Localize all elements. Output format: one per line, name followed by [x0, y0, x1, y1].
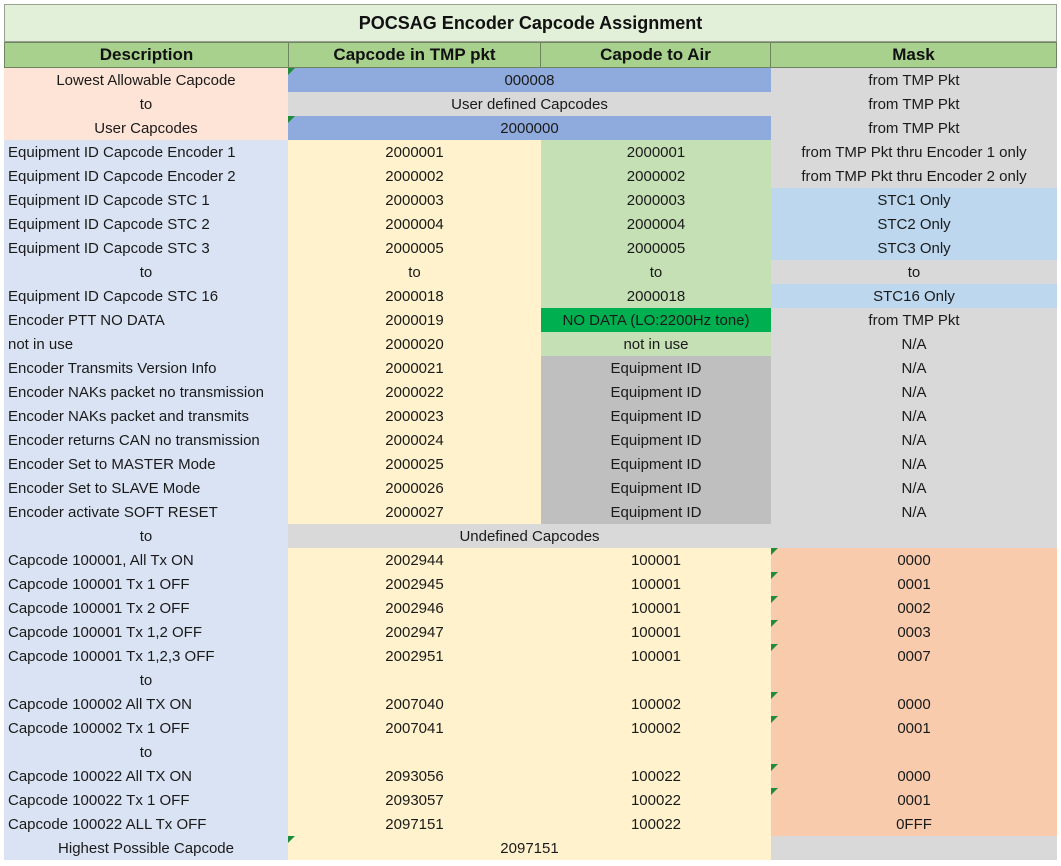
row-mask-cell[interactable]	[771, 788, 1057, 812]
row-air-capcode-cell[interactable]	[541, 404, 771, 428]
row-tmp-capcode-cell-text: 2000026	[385, 479, 444, 497]
row-tmp-capcode-cell[interactable]	[288, 788, 541, 812]
row-tmp-capcode-cell[interactable]	[288, 620, 541, 644]
row-tmp-capcode-cell-text: 2000020	[385, 335, 444, 353]
row-air-capcode-cell[interactable]	[541, 356, 771, 380]
row-tmp-capcode-cell[interactable]	[288, 716, 541, 740]
row-air-capcode-cell-text: 2000001	[626, 143, 686, 161]
row-tmp-capcode-cell-text: to	[408, 263, 421, 281]
row-tmp-capcode-cell[interactable]	[288, 548, 541, 572]
row-merged-capcode-cell[interactable]	[288, 836, 771, 860]
row-merged-capcode-cell-text: Undefined Capcodes	[459, 527, 600, 545]
row-air-capcode-cell[interactable]	[541, 692, 771, 716]
row-air-capcode-cell[interactable]	[541, 596, 771, 620]
row-air-capcode-cell[interactable]	[541, 668, 771, 692]
row-merged-capcode-cell-text: 000008	[504, 71, 555, 89]
row-mask-cell-text: N/A	[901, 335, 927, 353]
row-air-capcode-cell-text: 2000002	[626, 167, 686, 185]
row-tmp-capcode-cell-text: 2097151	[385, 815, 444, 833]
row-air-capcode-cell-text: 100001	[630, 647, 682, 665]
row-description-cell-text: Capcode 100002 All TX ON	[8, 695, 193, 713]
row-tmp-capcode-cell[interactable]	[288, 500, 541, 524]
row-mask-cell-text: to	[907, 263, 921, 281]
comment-indicator-icon	[771, 692, 778, 699]
row-tmp-capcode-cell-text: 2000022	[385, 383, 444, 401]
row-air-capcode-cell-text: 100022	[630, 815, 682, 833]
row-mask-cell-text: 0001	[897, 719, 931, 737]
row-mask-cell[interactable]	[771, 692, 1057, 716]
row-description-cell[interactable]	[4, 356, 288, 380]
row-mask-cell[interactable]	[771, 236, 1057, 260]
row-description-cell[interactable]	[4, 836, 288, 860]
row-tmp-capcode-cell[interactable]	[288, 260, 541, 284]
row-merged-capcode-cell-text: User defined Capcodes	[451, 95, 608, 113]
row-mask-cell[interactable]	[771, 260, 1057, 284]
row-mask-cell[interactable]	[771, 644, 1057, 668]
row-tmp-capcode-cell[interactable]	[288, 404, 541, 428]
row-air-capcode-cell[interactable]	[541, 188, 771, 212]
row-description-cell[interactable]	[4, 308, 288, 332]
row-air-capcode-cell[interactable]	[541, 500, 771, 524]
row-air-capcode-cell[interactable]	[541, 428, 771, 452]
row-tmp-capcode-cell[interactable]	[288, 428, 541, 452]
row-description-cell[interactable]	[4, 164, 288, 188]
row-tmp-capcode-cell-text: 2000019	[385, 311, 444, 329]
row-tmp-capcode-cell[interactable]	[288, 140, 541, 164]
row-air-capcode-cell-text: Equipment ID	[610, 503, 702, 521]
row-description-cell-text: Capcode 100022 Tx 1 OFF	[8, 791, 190, 809]
row-mask-cell-text: N/A	[901, 407, 927, 425]
row-description-cell[interactable]	[4, 524, 288, 548]
row-air-capcode-cell-text: 100002	[630, 695, 682, 713]
row-mask-cell-text: 0FFF	[896, 815, 932, 833]
row-merged-capcode-cell-text: 2097151	[500, 839, 559, 857]
row-description-cell[interactable]	[4, 788, 288, 812]
row-description-cell-text: Equipment ID Capcode STC 2	[8, 215, 210, 233]
row-description-cell[interactable]	[4, 380, 288, 404]
row-description-cell-text: Encoder activate SOFT RESET	[8, 503, 218, 521]
row-tmp-capcode-cell-text: 2000021	[385, 359, 444, 377]
row-tmp-capcode-cell-text: 2002944	[385, 551, 444, 569]
row-tmp-capcode-cell-text: 2000025	[385, 455, 444, 473]
row-mask-cell-text: N/A	[901, 431, 927, 449]
row-air-capcode-cell[interactable]	[541, 740, 771, 764]
row-air-capcode-cell-text: 100001	[630, 551, 682, 569]
row-tmp-capcode-cell[interactable]	[288, 476, 541, 500]
row-description-cell-text: Capcode 100001, All Tx ON	[8, 551, 194, 569]
row-air-capcode-cell-text: 100022	[630, 767, 682, 785]
row-mask-cell-text: N/A	[901, 383, 927, 401]
row-air-capcode-cell[interactable]	[541, 716, 771, 740]
row-description-cell-text: Equipment ID Capcode Encoder 1	[8, 143, 236, 161]
row-tmp-capcode-cell[interactable]	[288, 692, 541, 716]
row-tmp-capcode-cell[interactable]	[288, 644, 541, 668]
row-description-cell-text: Equipment ID Capcode STC 1	[8, 191, 210, 209]
row-description-cell[interactable]	[4, 260, 288, 284]
row-description-cell-text: Capcode 100001 Tx 2 OFF	[8, 599, 190, 617]
row-description-cell[interactable]	[4, 116, 288, 140]
row-tmp-capcode-cell[interactable]	[288, 596, 541, 620]
row-mask-cell-text: from TMP Pkt thru Encoder 2 only	[801, 167, 1027, 185]
row-mask-cell-text: STC16 Only	[873, 287, 955, 305]
row-air-capcode-cell[interactable]	[541, 332, 771, 356]
row-tmp-capcode-cell-text: 2000004	[385, 215, 444, 233]
row-mask-cell-text: from TMP Pkt	[868, 95, 960, 113]
row-tmp-capcode-cell-text: 2002946	[385, 599, 444, 617]
row-mask-cell-text: from TMP Pkt	[868, 71, 960, 89]
row-description-cell-text: to	[139, 743, 153, 761]
row-description-cell[interactable]	[4, 740, 288, 764]
row-mask-cell[interactable]	[771, 716, 1057, 740]
row-description-cell-text: Capcode 100001 Tx 1 OFF	[8, 575, 190, 593]
row-description-cell-text: Equipment ID Capcode Encoder 2	[8, 167, 236, 185]
comment-indicator-icon	[771, 788, 778, 795]
row-mask-cell[interactable]	[771, 524, 1057, 548]
row-tmp-capcode-cell-text: 2007041	[385, 719, 444, 737]
row-description-cell[interactable]	[4, 716, 288, 740]
row-mask-cell-text: N/A	[901, 359, 927, 377]
row-tmp-capcode-cell-text: 2002951	[385, 647, 444, 665]
row-mask-cell-text: 0001	[897, 791, 931, 809]
row-tmp-capcode-cell-text: 2007040	[385, 695, 444, 713]
row-merged-capcode-cell[interactable]	[288, 92, 771, 116]
row-mask-cell[interactable]	[771, 140, 1057, 164]
comment-indicator-icon	[771, 764, 778, 771]
row-mask-cell-text: 0000	[897, 767, 931, 785]
row-tmp-capcode-cell[interactable]	[288, 308, 541, 332]
header-capcode-tmp[interactable]: Capcode in TMP pkt	[288, 42, 541, 68]
row-mask-cell-text: from TMP Pkt thru Encoder 1 only	[801, 143, 1027, 161]
row-mask-cell-text: 0002	[897, 599, 931, 617]
row-description-cell[interactable]	[4, 212, 288, 236]
row-description-cell-text: to	[139, 263, 153, 281]
row-description-cell-text: not in use	[8, 335, 74, 353]
row-air-capcode-cell[interactable]	[541, 548, 771, 572]
comment-indicator-icon	[771, 620, 778, 627]
row-mask-cell[interactable]	[771, 500, 1057, 524]
row-merged-capcode-cell[interactable]	[288, 68, 771, 92]
row-mask-cell[interactable]	[771, 596, 1057, 620]
row-description-cell-text: to	[139, 95, 153, 113]
row-mask-cell[interactable]	[771, 740, 1057, 764]
row-mask-cell[interactable]	[771, 332, 1057, 356]
row-merged-capcode-cell[interactable]	[288, 116, 771, 140]
row-description-cell-text: Encoder PTT NO DATA	[8, 311, 165, 329]
row-mask-cell[interactable]	[771, 284, 1057, 308]
row-description-cell[interactable]	[4, 92, 288, 116]
row-air-capcode-cell-text: Equipment ID	[610, 455, 702, 473]
row-mask-cell-text: from TMP Pkt	[868, 119, 960, 137]
row-air-capcode-cell[interactable]	[541, 572, 771, 596]
row-description-cell-text: Capcode 100022 ALL Tx OFF	[8, 815, 207, 833]
row-mask-cell-text: STC3 Only	[877, 239, 951, 257]
row-tmp-capcode-cell[interactable]	[288, 764, 541, 788]
row-tmp-capcode-cell[interactable]	[288, 332, 541, 356]
row-air-capcode-cell[interactable]	[541, 788, 771, 812]
row-description-cell-text: to	[139, 671, 153, 689]
comment-indicator-icon	[288, 68, 295, 75]
row-description-cell[interactable]	[4, 548, 288, 572]
row-description-cell-text: User Capcodes	[94, 119, 198, 137]
row-description-cell-text: Equipment ID Capcode STC 3	[8, 239, 210, 257]
row-air-capcode-cell[interactable]	[541, 284, 771, 308]
row-mask-cell[interactable]	[771, 308, 1057, 332]
row-tmp-capcode-cell[interactable]	[288, 668, 541, 692]
row-description-cell-text: Encoder Transmits Version Info	[8, 359, 217, 377]
row-air-capcode-cell[interactable]	[541, 812, 771, 836]
row-description-cell[interactable]	[4, 188, 288, 212]
row-air-capcode-cell-text: 100001	[630, 623, 682, 641]
row-mask-cell[interactable]	[771, 764, 1057, 788]
row-air-capcode-cell[interactable]	[541, 452, 771, 476]
row-tmp-capcode-cell-text: 2000005	[385, 239, 444, 257]
row-description-cell-text: Encoder Set to MASTER Mode	[8, 455, 216, 473]
row-tmp-capcode-cell-text: 2000002	[385, 167, 444, 185]
row-air-capcode-cell[interactable]	[541, 260, 771, 284]
row-tmp-capcode-cell[interactable]	[288, 164, 541, 188]
row-mask-cell-text: 0001	[897, 575, 931, 593]
row-air-capcode-cell-text: 2000003	[626, 191, 686, 209]
row-description-cell[interactable]	[4, 236, 288, 260]
row-air-capcode-cell-text: 100001	[630, 575, 682, 593]
row-mask-cell[interactable]	[771, 164, 1057, 188]
row-mask-cell[interactable]	[771, 92, 1057, 116]
row-air-capcode-cell[interactable]	[541, 308, 771, 332]
row-air-capcode-cell[interactable]	[541, 164, 771, 188]
row-tmp-capcode-cell-text: 2002945	[385, 575, 444, 593]
row-description-cell-text: Capcode 100001 Tx 1,2 OFF	[8, 623, 203, 641]
row-mask-cell[interactable]	[771, 812, 1057, 836]
row-mask-cell-text: N/A	[901, 455, 927, 473]
row-mask-cell-text: STC2 Only	[877, 215, 951, 233]
row-air-capcode-cell-text: 2000018	[626, 287, 686, 305]
header-mask[interactable]: Mask	[770, 42, 1057, 68]
row-mask-cell-text: N/A	[901, 503, 927, 521]
row-tmp-capcode-cell-text: 2000027	[385, 503, 444, 521]
row-description-cell[interactable]	[4, 476, 288, 500]
row-tmp-capcode-cell-text: 2002947	[385, 623, 444, 641]
comment-indicator-icon	[288, 116, 295, 123]
row-tmp-capcode-cell[interactable]	[288, 212, 541, 236]
row-mask-cell-text: 0007	[897, 647, 931, 665]
row-tmp-capcode-cell-text: 2000003	[385, 191, 444, 209]
row-mask-cell[interactable]	[771, 356, 1057, 380]
row-air-capcode-cell-text: 2000004	[626, 215, 686, 233]
row-description-cell[interactable]	[4, 404, 288, 428]
row-air-capcode-cell-text: Equipment ID	[610, 359, 702, 377]
row-mask-cell-text: from TMP Pkt	[868, 311, 960, 329]
row-air-capcode-cell-text: 100001	[630, 599, 682, 617]
row-tmp-capcode-cell-text: 2093057	[385, 791, 444, 809]
row-description-cell[interactable]	[4, 692, 288, 716]
row-description-cell-text: Encoder Set to SLAVE Mode	[8, 479, 201, 497]
row-mask-cell[interactable]	[771, 476, 1057, 500]
row-description-cell[interactable]	[4, 500, 288, 524]
row-air-capcode-cell[interactable]	[541, 644, 771, 668]
row-air-capcode-cell-text: Equipment ID	[610, 431, 702, 449]
row-description-cell[interactable]	[4, 68, 288, 92]
row-description-cell[interactable]	[4, 668, 288, 692]
row-mask-cell[interactable]	[771, 116, 1057, 140]
row-tmp-capcode-cell-text: 2000001	[385, 143, 444, 161]
row-air-capcode-cell-text: 2000005	[626, 239, 686, 257]
row-air-capcode-cell-text: Equipment ID	[610, 383, 702, 401]
row-description-cell[interactable]	[4, 428, 288, 452]
row-air-capcode-cell-text: not in use	[623, 335, 689, 353]
row-tmp-capcode-cell[interactable]	[288, 452, 541, 476]
row-air-capcode-cell-text: to	[649, 263, 663, 281]
row-description-cell[interactable]	[4, 332, 288, 356]
row-tmp-capcode-cell[interactable]	[288, 380, 541, 404]
row-air-capcode-cell-text: NO DATA (LO:2200Hz tone)	[562, 311, 750, 329]
comment-indicator-icon	[771, 572, 778, 579]
row-tmp-capcode-cell[interactable]	[288, 236, 541, 260]
row-mask-cell[interactable]	[771, 548, 1057, 572]
row-description-cell-text: Capcode 100001 Tx 1,2,3 OFF	[8, 647, 215, 665]
row-mask-cell[interactable]	[771, 212, 1057, 236]
row-mask-cell[interactable]	[771, 452, 1057, 476]
comment-indicator-icon	[288, 836, 295, 843]
comment-indicator-icon	[771, 716, 778, 723]
row-mask-cell[interactable]	[771, 572, 1057, 596]
row-description-cell-text: Encoder NAKs packet and transmits	[8, 407, 249, 425]
row-description-cell[interactable]	[4, 452, 288, 476]
row-description-cell-text: Capcode 100022 All TX ON	[8, 767, 193, 785]
spreadsheet	[4, 4, 1057, 864]
row-air-capcode-cell[interactable]	[541, 380, 771, 404]
row-merged-capcode-cell-text: 2000000	[500, 119, 559, 137]
row-mask-cell-text: 0003	[897, 623, 931, 641]
row-air-capcode-cell-text: Equipment ID	[610, 407, 702, 425]
row-mask-cell[interactable]	[771, 836, 1057, 860]
row-description-cell-text: to	[139, 527, 153, 545]
row-description-cell[interactable]	[4, 812, 288, 836]
row-air-capcode-cell[interactable]	[541, 620, 771, 644]
comment-indicator-icon	[771, 596, 778, 603]
row-tmp-capcode-cell[interactable]	[288, 812, 541, 836]
row-description-cell-text: Lowest Allowable Capcode	[56, 71, 236, 89]
row-description-cell-text: Encoder returns CAN no transmission	[8, 431, 260, 449]
comment-indicator-icon	[771, 644, 778, 651]
row-mask-cell-text: 0000	[897, 551, 931, 569]
row-description-cell[interactable]	[4, 572, 288, 596]
table-title[interactable]: POCSAG Encoder Capcode Assignment	[4, 4, 1057, 42]
row-air-capcode-cell[interactable]	[541, 476, 771, 500]
row-mask-cell-text: N/A	[901, 479, 927, 497]
row-tmp-capcode-cell[interactable]	[288, 356, 541, 380]
row-air-capcode-cell[interactable]	[541, 212, 771, 236]
row-mask-cell[interactable]	[771, 620, 1057, 644]
row-tmp-capcode-cell[interactable]	[288, 284, 541, 308]
row-description-cell-text: Encoder NAKs packet no transmission	[8, 383, 264, 401]
row-tmp-capcode-cell-text: 2093056	[385, 767, 444, 785]
row-tmp-capcode-cell-text: 2000024	[385, 431, 444, 449]
row-air-capcode-cell-text: 100002	[630, 719, 682, 737]
row-air-capcode-cell[interactable]	[541, 764, 771, 788]
row-mask-cell[interactable]	[771, 188, 1057, 212]
header-capcode-air[interactable]: Capode to Air	[540, 42, 771, 68]
row-description-cell[interactable]	[4, 140, 288, 164]
row-mask-cell[interactable]	[771, 404, 1057, 428]
row-tmp-capcode-cell-text: 2000023	[385, 407, 444, 425]
row-mask-cell[interactable]	[771, 668, 1057, 692]
row-tmp-capcode-cell-text: 2000018	[385, 287, 444, 305]
row-description-cell[interactable]	[4, 644, 288, 668]
row-tmp-capcode-cell[interactable]	[288, 740, 541, 764]
row-mask-cell[interactable]	[771, 380, 1057, 404]
row-tmp-capcode-cell[interactable]	[288, 188, 541, 212]
row-air-capcode-cell[interactable]	[541, 140, 771, 164]
row-mask-cell-text: 0000	[897, 695, 931, 713]
row-description-cell[interactable]	[4, 284, 288, 308]
row-mask-cell[interactable]	[771, 428, 1057, 452]
row-description-cell-text: Capcode 100002 Tx 1 OFF	[8, 719, 190, 737]
row-description-cell[interactable]	[4, 596, 288, 620]
row-mask-cell-text: STC1 Only	[877, 191, 951, 209]
row-air-capcode-cell[interactable]	[541, 236, 771, 260]
comment-indicator-icon	[771, 548, 778, 555]
row-description-cell-text: Equipment ID Capcode STC 16	[8, 287, 219, 305]
row-air-capcode-cell-text: 100022	[630, 791, 682, 809]
row-merged-capcode-cell[interactable]	[288, 524, 771, 548]
row-tmp-capcode-cell[interactable]	[288, 572, 541, 596]
row-description-cell[interactable]	[4, 764, 288, 788]
row-air-capcode-cell-text: Equipment ID	[610, 479, 702, 497]
row-description-cell[interactable]	[4, 620, 288, 644]
row-mask-cell[interactable]	[771, 68, 1057, 92]
header-description[interactable]: Description	[4, 42, 289, 68]
row-description-cell-text: Highest Possible Capcode	[58, 839, 234, 857]
